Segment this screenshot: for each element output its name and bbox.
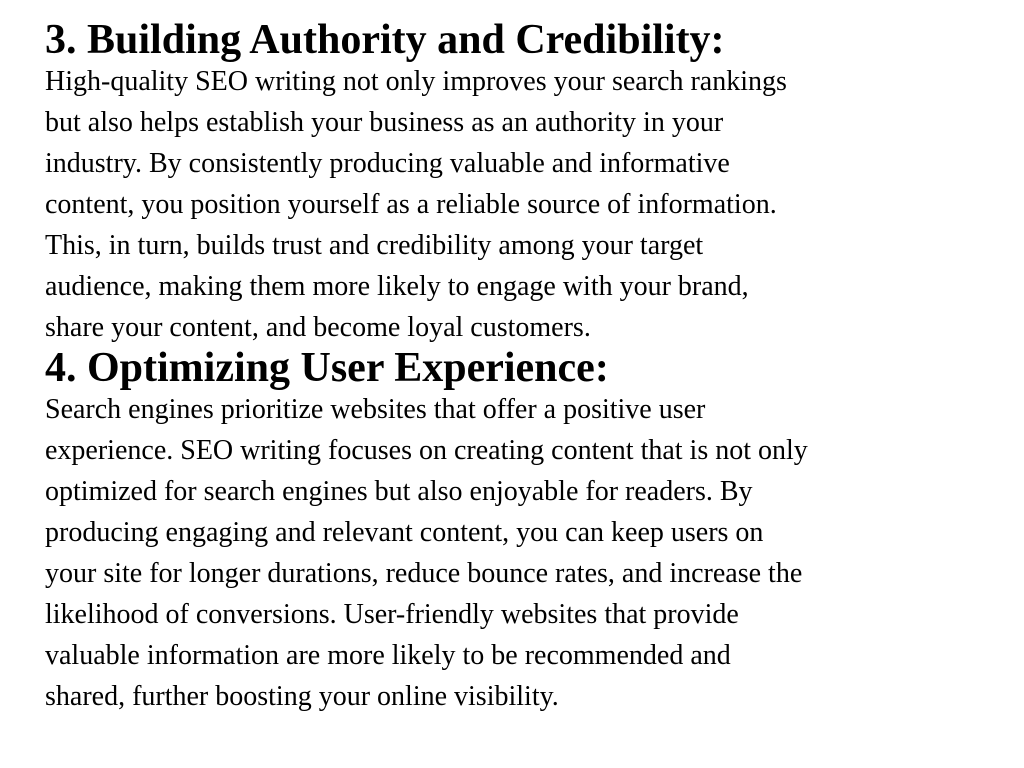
section-heading: 3. Building Authority and Credibility: [45,17,725,63]
paragraph-line: producing engaging and relevant content, you can keep users on [45,517,764,548]
paragraph-line: content, you position yourself as a reliable source of information. [45,189,777,220]
paragraph-line: likelihood of conversions. User-friendly websites that provide [45,599,739,630]
document-body [45,17,995,717]
paragraph-line: This, in turn, builds trust and credibility among your target [45,230,704,261]
paragraph-line: but also helps establish your business as an authority in your [45,107,724,138]
paragraph-line: your site for longer durations, reduce bounce rates, and increase the [45,558,803,589]
paragraph-line: audience, making them more likely to engage with your brand, [45,271,749,302]
paragraph-line: industry. By consistently producing valuable and informative [45,148,730,179]
section-paragraph [45,389,995,717]
section-paragraph [45,61,995,348]
section-heading: 4. Optimizing User Experience: [45,345,609,391]
section-user-experience [45,345,995,717]
paragraph-line: optimized for search engines but also enjoyable for readers. By [45,476,753,507]
paragraph-line: High-quality SEO writing not only improves your search rankings [45,66,787,97]
paragraph-line: experience. SEO writing focuses on creating content that is not only [45,435,808,466]
paragraph-line: shared, further boosting your online visibility. [45,681,559,712]
paragraph-line: Search engines prioritize websites that offer a positive user [45,394,706,425]
section-building-authority [45,17,995,348]
paragraph-line: valuable information are more likely to be recommended and [45,640,731,671]
paragraph-line: share your content, and become loyal customers. [45,312,591,343]
